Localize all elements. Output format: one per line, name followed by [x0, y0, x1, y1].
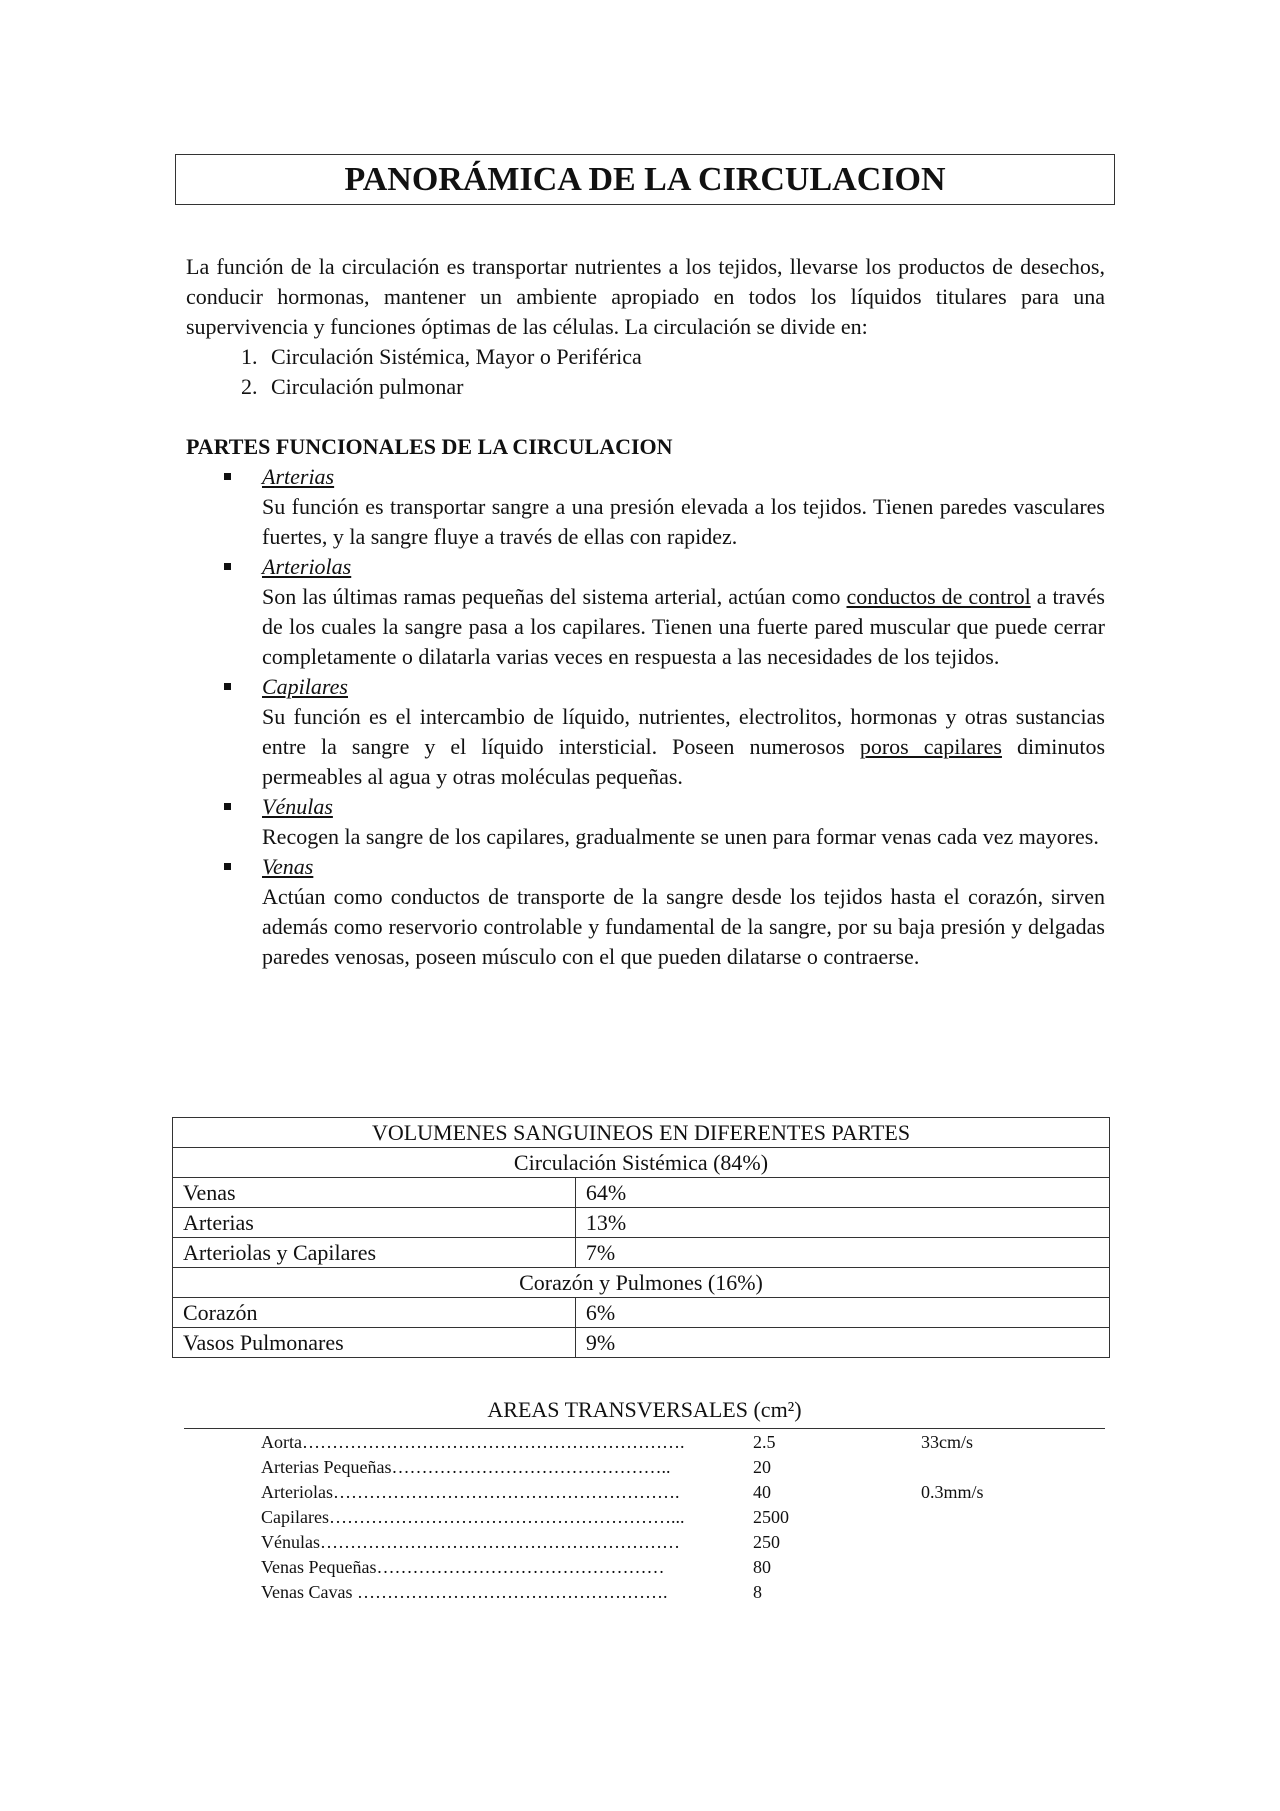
- square-bullet-icon: [224, 863, 231, 870]
- list-item: 2. Circulación pulmonar: [263, 372, 1105, 402]
- intro-paragraph: La función de la circulación es transportar nutrientes a los tejidos, llevarse los productos de desechos, conducir hormonas, mantener un ambiente apropiado en todos los líquidos titulares para una supervivencia y funciones óptimas de las células. La circulación se divide en:: [186, 254, 1105, 339]
- page-title: PANORÁMICA DE LA CIRCULACION: [175, 154, 1115, 205]
- list-item: [262, 462, 1105, 552]
- table-row: [173, 1238, 1110, 1268]
- row-speed: 33cm/s: [921, 1432, 973, 1452]
- cell-value: 64%: [575, 1178, 1109, 1208]
- item-text: Recogen la sangre de los capilares, gradualmente se unen para formar venas cada vez mayores.: [262, 824, 1099, 849]
- table-row: [173, 1178, 1110, 1208]
- cell-label: Arterias: [173, 1208, 576, 1238]
- cell-value: 13%: [575, 1208, 1109, 1238]
- cell-label: Venas: [173, 1178, 576, 1208]
- cell-value: 7%: [575, 1238, 1109, 1268]
- row-value: 2500: [753, 1507, 789, 1527]
- underlined-term: conductos de control: [846, 584, 1031, 609]
- divisions-list: [186, 342, 1105, 402]
- row-speed: 0.3mm/s: [921, 1482, 984, 1502]
- item-text: [262, 702, 1105, 792]
- areas-row: [261, 1580, 1061, 1605]
- text: a través de los cuales la sangre pasa a los capilares. Tienen una fuerte pared muscular que puede cerrar completamente o dilatarla varias veces en respuesta a las necesidades de los tejidos.: [262, 584, 1105, 669]
- cell-value: 9%: [575, 1328, 1109, 1358]
- table-row: [173, 1208, 1110, 1238]
- table-group-header: Circulación Sistémica (84%): [173, 1148, 1110, 1178]
- areas-row: [261, 1555, 1061, 1580]
- row-value: 20: [753, 1457, 771, 1477]
- item-text: [262, 582, 1105, 672]
- areas-row: [261, 1430, 1061, 1455]
- parts-list: [186, 462, 1105, 972]
- row-value: 80: [753, 1557, 771, 1577]
- table-title: VOLUMENES SANGUINEOS EN DIFERENTES PARTES: [173, 1118, 1110, 1148]
- row-label: Venas Pequeñas…………………………………………: [261, 1557, 665, 1577]
- item-text: Actúan como conductos de transporte de la sangre desde los tejidos hasta el corazón, sirven además como reservorio controlable y fundamental de la sangre, por su baja presión y delgadas paredes venosas, poseen músculo con el que pueden dilatarse o contraerse.: [262, 884, 1105, 969]
- areas-list: [261, 1430, 1061, 1605]
- list-item: [262, 672, 1105, 792]
- list-item: 1. Circulación Sistémica, Mayor o Periférica: [263, 342, 1105, 372]
- row-label: Arterias Pequeñas………………………………………..: [261, 1457, 671, 1477]
- list-item: [262, 852, 1105, 972]
- cell-label: Corazón: [173, 1298, 576, 1328]
- divider: [184, 1428, 1105, 1429]
- item-title: Arteriolas: [262, 554, 352, 579]
- cell-label: Vasos Pulmonares: [173, 1328, 576, 1358]
- row-label: Vénulas……………………………………………………: [261, 1532, 680, 1552]
- list-item: [262, 552, 1105, 672]
- cell-value: 6%: [575, 1298, 1109, 1328]
- areas-row: [261, 1505, 1061, 1530]
- row-value: 8: [753, 1582, 762, 1602]
- row-label: Arteriolas………………………………………………….: [261, 1482, 680, 1502]
- item-title: Capilares: [262, 674, 348, 699]
- section-heading: PARTES FUNCIONALES DE LA CIRCULACION: [186, 434, 673, 459]
- row-value: 2.5: [753, 1432, 776, 1452]
- blood-volumes-table: [172, 1117, 1110, 1358]
- item-title: Arterias: [262, 464, 335, 489]
- item-title: Vénulas: [262, 794, 333, 819]
- item-title: Venas: [262, 854, 314, 879]
- square-bullet-icon: [224, 473, 231, 480]
- row-value: 250: [753, 1532, 780, 1552]
- text: Su función es el intercambio de líquido, nutrientes, electrolitos, hormonas y otras sustancias entre la sangre y el líquido intersticial. Poseen numerosos: [262, 704, 1105, 759]
- text: Son las últimas ramas pequeñas del sistema arterial, actúan como: [262, 584, 847, 609]
- areas-row: [261, 1480, 1061, 1505]
- areas-row: [261, 1455, 1061, 1480]
- square-bullet-icon: [224, 683, 231, 690]
- areas-title: AREAS TRANSVERSALES (cm²): [487, 1397, 802, 1422]
- table-row: [173, 1328, 1110, 1358]
- row-value: 40: [753, 1482, 771, 1502]
- row-label: Venas Cavas …………………………………………….: [261, 1582, 668, 1602]
- underlined-term: poros capilares: [859, 734, 1002, 759]
- document-body: [186, 252, 1105, 972]
- cell-label: Arteriolas y Capilares: [173, 1238, 576, 1268]
- table-row: [173, 1298, 1110, 1328]
- areas-row: [261, 1530, 1061, 1555]
- table-group-header: Corazón y Pulmones (16%): [173, 1268, 1110, 1298]
- list-item: [262, 792, 1105, 852]
- square-bullet-icon: [224, 563, 231, 570]
- item-text: Su función es transportar sangre a una presión elevada a los tejidos. Tienen paredes vasculares fuertes, y la sangre fluye a través de ellas con rapidez.: [262, 494, 1105, 549]
- row-label: Capilares…………………………………………………...: [261, 1507, 685, 1527]
- row-label: Aorta……………………………………………………….: [261, 1432, 685, 1452]
- text: diminutos permeables al agua y otras moléculas pequeñas.: [262, 734, 1106, 789]
- square-bullet-icon: [224, 803, 231, 810]
